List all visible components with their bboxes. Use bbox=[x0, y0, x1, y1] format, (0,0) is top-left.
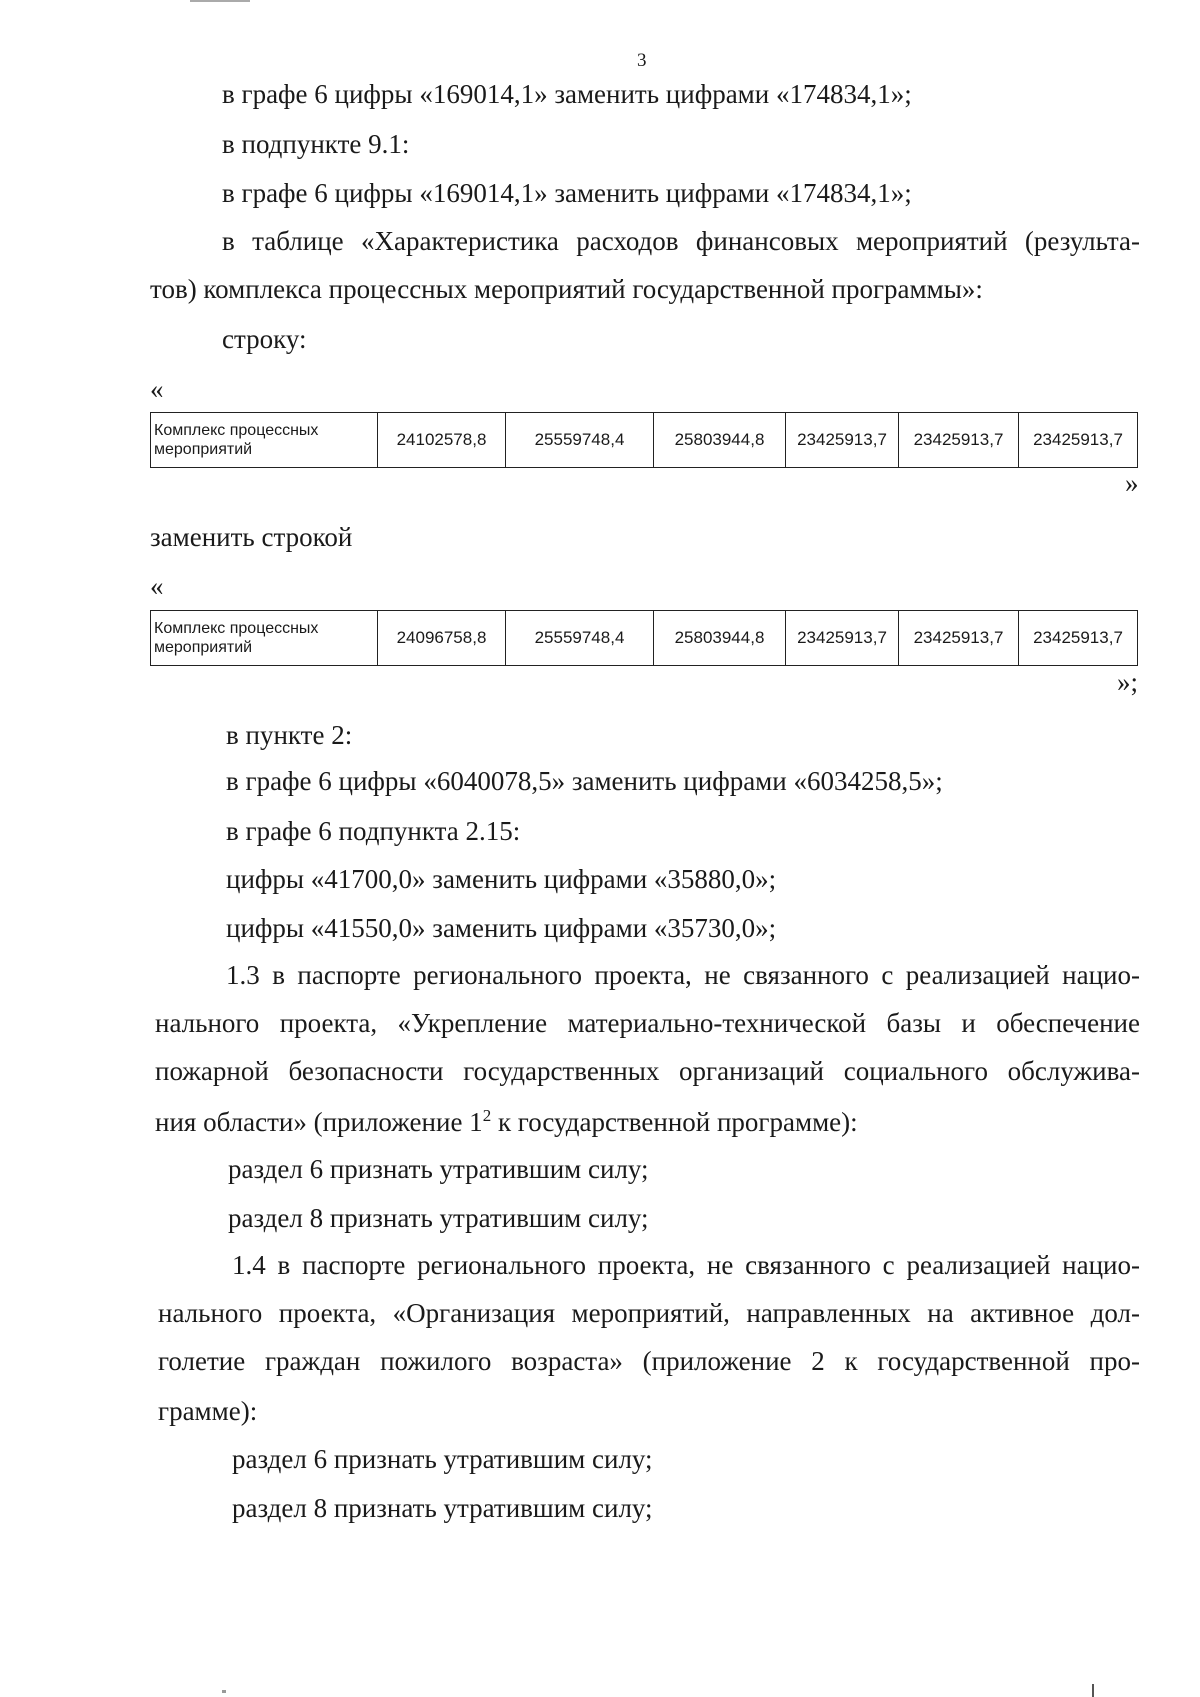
text-line-24: раздел 8 признать утратившим силу; bbox=[232, 1493, 653, 1523]
table-cell: 23425913,7 bbox=[786, 413, 899, 468]
table-cell-name: Комплекс процессных мероприятий bbox=[151, 611, 378, 666]
table-cell: 25559748,4 bbox=[506, 413, 654, 468]
text-line-8: в пункте 2: bbox=[226, 720, 353, 750]
text-line-15: пожарной безопасности государственных организаций социального обслужива- bbox=[155, 1056, 1140, 1086]
text-line-1: в графе 6 цифры «169014,1» заменить цифрами «174834,1»; bbox=[222, 79, 912, 109]
text-line-23: раздел 6 признать утратившим силу; bbox=[232, 1444, 653, 1474]
table-cell: 23425913,7 bbox=[786, 611, 899, 666]
table-cell: 23425913,7 bbox=[1019, 413, 1138, 468]
text-line-6: строку: bbox=[222, 324, 307, 354]
text-line-14: нального проекта, «Укрепление материально-технической базы и обеспечение bbox=[155, 1008, 1140, 1038]
scan-artifact bbox=[1092, 1684, 1094, 1697]
text-line-16-start: ния области» (приложение 1 bbox=[155, 1107, 483, 1137]
table-cell: 25803944,8 bbox=[654, 413, 786, 468]
open-quote-2: « bbox=[150, 571, 164, 601]
text-line-4: в таблице «Характеристика расходов финансовых мероприятий (результа- bbox=[222, 226, 1140, 256]
text-line-19: 1.4 в паспорте регионального проекта, не связанного с реализацией нацио- bbox=[232, 1250, 1140, 1280]
table-cell: 24096758,8 bbox=[378, 611, 506, 666]
table-row bbox=[151, 611, 1138, 666]
superscript: 2 bbox=[482, 1106, 492, 1125]
text-line-21: голетие граждан пожилого возраста» (приложение 2 к государственной про- bbox=[158, 1346, 1140, 1376]
scan-artifact bbox=[222, 1690, 226, 1693]
text-line-9: в графе 6 цифры «6040078,5» заменить цифрами «6034258,5»; bbox=[226, 766, 943, 796]
table-cell-name: Комплекс процессных мероприятий bbox=[151, 413, 378, 468]
text-line-17: раздел 6 признать утратившим силу; bbox=[228, 1154, 649, 1184]
page-number: 3 bbox=[637, 50, 647, 71]
text-line-10: в графе 6 подпункта 2.15: bbox=[226, 816, 521, 846]
text-line-5: тов) комплекса процессных мероприятий государственной программы»: bbox=[150, 274, 983, 304]
table-cell: 25803944,8 bbox=[654, 611, 786, 666]
table-cell: 24102578,8 bbox=[378, 413, 506, 468]
text-line-16-end: к государственной программе): bbox=[491, 1107, 858, 1137]
table-cell: 23425913,7 bbox=[1019, 611, 1138, 666]
text-line-2: в подпункте 9.1: bbox=[222, 129, 410, 159]
open-quote-1: « bbox=[150, 374, 164, 404]
text-line-22: грамме): bbox=[158, 1396, 258, 1426]
new-row-table bbox=[150, 610, 1138, 666]
text-line-3: в графе 6 цифры «169014,1» заменить цифрами «174834,1»; bbox=[222, 178, 912, 208]
text-line-20: нального проекта, «Организация мероприятий, направленных на активное дол- bbox=[158, 1298, 1140, 1328]
text-line-16 bbox=[155, 1107, 858, 1136]
close-quote-1: » bbox=[1125, 468, 1139, 498]
scan-artifact bbox=[190, 0, 250, 2]
table-cell: 23425913,7 bbox=[899, 413, 1019, 468]
text-line-13: 1.3 в паспорте регионального проекта, не связанного с реализацией нацио- bbox=[226, 960, 1140, 990]
text-line-11: цифры «41700,0» заменить цифрами «35880,0»; bbox=[226, 864, 777, 894]
table-row bbox=[151, 413, 1138, 468]
close-quote-2: »; bbox=[1117, 667, 1139, 697]
table-cell: 25559748,4 bbox=[506, 611, 654, 666]
text-line-12: цифры «41550,0» заменить цифрами «35730,0»; bbox=[226, 913, 777, 943]
text-line-7: заменить строкой bbox=[150, 522, 353, 552]
table-cell: 23425913,7 bbox=[899, 611, 1019, 666]
old-row-table bbox=[150, 412, 1138, 468]
text-line-18: раздел 8 признать утратившим силу; bbox=[228, 1203, 649, 1233]
